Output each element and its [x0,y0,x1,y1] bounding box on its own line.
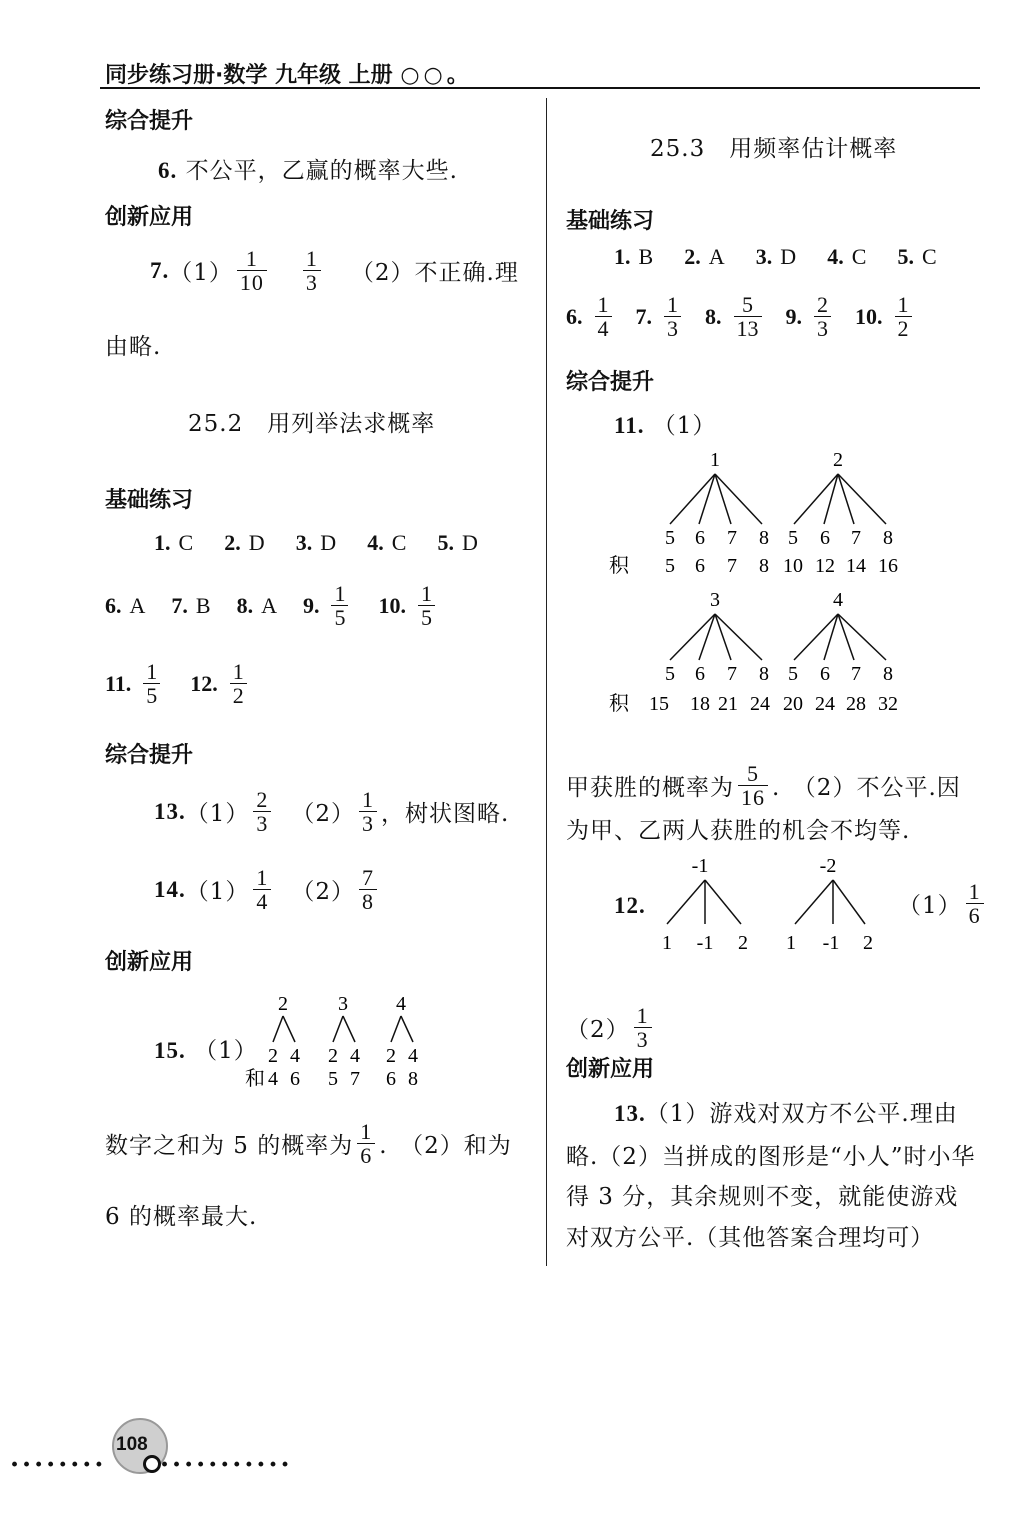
svg-text:4: 4 [290,1045,300,1067]
section-heading: 综合提升 [566,370,655,395]
section-heading: 创新应用 [105,950,194,975]
answers-row-11-12 [105,660,277,707]
svg-text:5: 5 [665,527,675,549]
answer-item: 2. D [224,530,265,555]
svg-text:8: 8 [759,555,769,577]
section-title-25-2: 25.2 用列举法求概率 [188,411,436,437]
answer-6: 6. 不公平，乙赢的概率大些. [158,158,458,184]
answers-row-1-5 [614,244,963,270]
svg-text:7: 7 [727,527,737,549]
svg-text:32: 32 [878,693,898,715]
tree-root: -2 [819,855,837,877]
svg-text:5: 5 [788,527,798,549]
svg-text:7: 7 [350,1068,360,1090]
answer-13-line: 略.（2）当拼成的图形是“小人”时小华 [566,1144,976,1170]
svg-text:-1: -1 [696,932,714,954]
answer-12-part1: （1） $\frac{1}{6}$ [898,880,988,927]
svg-text:7: 7 [851,527,861,549]
svg-text:6: 6 [695,555,705,577]
svg-text:2: 2 [738,932,748,954]
tree-root: 2 [833,449,843,471]
section-heading: 基础练习 [566,209,655,234]
answer-13: 13. （1） $\frac{2}{3}$ （2） $\frac{1}{3}$ ，树状图略. [154,787,510,837]
answer-item: 4. C [367,530,407,555]
answers-row-1-5 [154,530,504,556]
tree-root: 4 [833,589,843,611]
answer-item: 1. C [154,530,194,555]
answer-13-line: 对双方公平.（其他答案合理均可） [566,1225,935,1251]
svg-text:6: 6 [695,527,705,549]
answer-13-line: 13.（1）游戏对双方不公平.理由 [614,1101,958,1127]
answer-item: 3. D [755,244,797,269]
svg-text:2: 2 [386,1045,396,1067]
answer-11-label: 11. （1） [614,413,717,439]
sum-label: 和 [245,1068,265,1090]
answer-item: 5. D [437,530,478,555]
answer-item: 3. D [295,530,337,555]
answer-item: 11. $\frac{1}{5}$ [105,660,164,707]
svg-text:14: 14 [846,555,866,577]
answer-15-continued: 6 的概率最大. [105,1204,258,1230]
svg-text:21: 21 [718,693,738,715]
section-heading: 基础练习 [105,488,194,513]
answer-item: 8. A [236,592,277,618]
svg-text:16: 16 [878,555,898,577]
product-tree-diagram [604,448,914,723]
fraction: $\frac{1}{10}$ [237,247,267,294]
footer-circle-icon [143,1455,161,1473]
answer-item: 10. $\frac{1}{5}$ [378,582,439,629]
answer-item: 5. C [897,244,937,269]
section-title-25-3: 25.3 用频率估计概率 [650,136,898,162]
footer-dots-right: ··········· [160,1450,293,1480]
answer-15-label: 15. （1） [154,1038,258,1064]
svg-text:24: 24 [815,693,835,715]
running-header: 同步练习册·数学 九年级 上册 ○○。 [105,63,473,88]
tree-root: 2 [278,993,288,1015]
answer-item: 12. $\frac{1}{2}$ [190,660,251,707]
answer-item: 2. A [684,244,725,269]
svg-text:7: 7 [727,555,737,577]
answers-row-6-10 [566,293,916,340]
svg-text:18: 18 [690,693,710,715]
section-heading: 综合提升 [105,743,194,768]
svg-text:6: 6 [820,663,830,685]
answer-7: 7. （1） $\frac{1}{10}$ $\frac{1}{3}$ （2）不正确.理 [150,246,519,296]
svg-text:1: 1 [662,932,672,954]
svg-text:6: 6 [290,1068,300,1090]
svg-text:24: 24 [750,693,770,715]
svg-text:5: 5 [665,663,675,685]
column-divider [546,98,547,1266]
svg-text:8: 8 [883,663,893,685]
header-rule [100,87,980,89]
section-heading: 创新应用 [105,205,194,230]
svg-text:10: 10 [783,555,803,577]
answer-item: 1. B [614,244,654,269]
svg-text:15: 15 [649,693,669,715]
svg-text:28: 28 [846,693,866,715]
svg-text:2: 2 [863,932,873,954]
svg-text:5: 5 [665,555,675,577]
answer-14: 14. （1） $\frac{1}{4}$ （2） $\frac{7}{8}$ [154,866,381,913]
fraction: $\frac{1}{3}$ [303,247,321,294]
footer-dots-left: ········ [10,1450,107,1480]
tree-root: 3 [710,589,720,611]
answer-item: 9. $\frac{2}{3}$ [786,293,836,340]
svg-text:6: 6 [386,1068,396,1090]
answer-13-line: 得 3 分，其余规则不变，就能使游戏 [566,1184,959,1210]
answer-11-continued: 为甲、乙两人获胜的机会不均等. [566,818,911,844]
answer-item: 4. C [827,244,867,269]
svg-text:6: 6 [820,527,830,549]
svg-text:8: 8 [883,527,893,549]
svg-text:7: 7 [851,663,861,685]
svg-text:8: 8 [408,1068,418,1090]
tree-root: 1 [710,449,720,471]
svg-text:6: 6 [695,663,705,685]
svg-text:5: 5 [788,663,798,685]
svg-text:8: 8 [759,663,769,685]
svg-text:2: 2 [268,1045,278,1067]
tree-root: 3 [338,993,348,1015]
svg-text:5: 5 [328,1068,338,1090]
answer-item: 8. $\frac{5}{13}$ [705,293,766,340]
section-heading: 创新应用 [566,1057,655,1082]
tree-diagram-q12 [650,852,890,962]
svg-text:12: 12 [815,555,835,577]
answer-item: 9. $\frac{1}{5}$ [303,582,353,629]
answer-12-part2: （2） $\frac{1}{3}$ [566,1004,656,1051]
svg-text:4: 4 [268,1068,278,1090]
svg-text:-1: -1 [822,932,840,954]
answer-12-label: 12. [614,893,646,918]
product-label: 积 [609,693,629,715]
answer-11-text: 甲获胜的概率为 $\frac{5}{16}$ . （2）不公平.因 [566,761,961,811]
svg-text:4: 4 [350,1045,360,1067]
svg-text:1: 1 [786,932,796,954]
answer-15-text: 数字之和为 5 的概率为 $\frac{1}{6}$ . （2）和为 [105,1119,512,1169]
svg-text:8: 8 [759,527,769,549]
svg-text:20: 20 [783,693,803,715]
product-label: 积 [609,555,629,577]
answer-item: 7. $\frac{1}{3}$ [636,293,686,340]
tree-root: -1 [691,855,709,877]
answer-item: 7. B [171,592,211,618]
answer-7-continued: 由略. [105,334,162,360]
section-heading: 综合提升 [105,109,194,134]
svg-text:7: 7 [727,663,737,685]
page-number: 108 [116,1434,148,1455]
answer-item: 6. $\frac{1}{4}$ [566,293,616,340]
tree-root: 4 [396,993,406,1015]
svg-text:4: 4 [408,1045,418,1067]
sum-tree-diagram [240,988,430,1098]
svg-text:2: 2 [328,1045,338,1067]
answers-row-6-10 [105,582,465,629]
answer-item: 10. $\frac{1}{2}$ [855,293,916,340]
answer-item: 6. A [105,592,146,618]
